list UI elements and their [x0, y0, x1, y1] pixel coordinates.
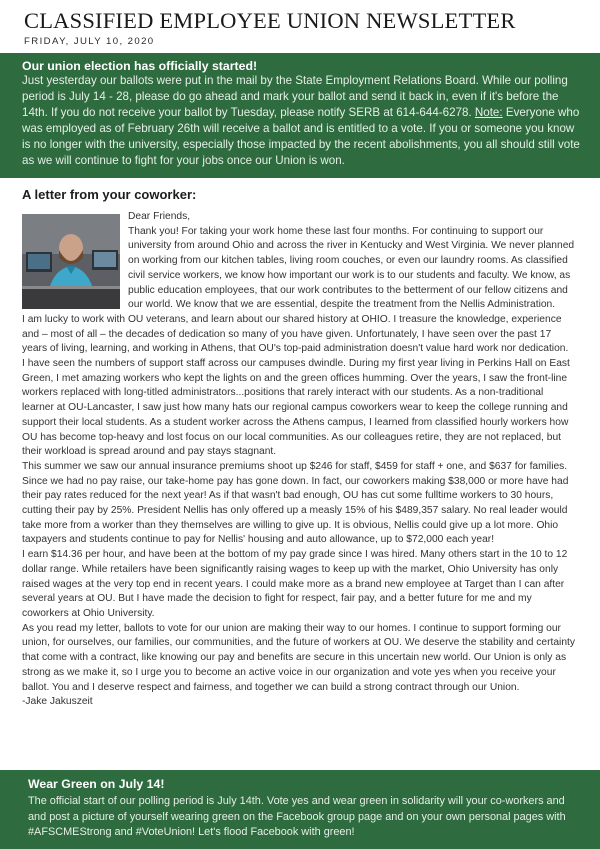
- coworker-letter: [22, 210, 578, 710]
- newsletter-header: [24, 8, 516, 47]
- note-text: Everyone who was employed as of February 26th will receive a ballot and is entitled to a vote. If you or someone you know is no longer with the university, especially those impacted by the recent abolishments, you all should still vote as we will continue to fight for your jobs once our Union is won.: [22, 106, 580, 167]
- letter-paragraph: This summer we saw our annual insurance premiums shoot up $246 for staff, $459 for staff + one, and $637 for families. Since we had no pay raise, our take-home pay has gone down. In fact, our coworkers making $38,000 or more have had their pay rates reduced for the next year! As if that wasn't bad enough, OU has cut some fulltime workers to 30 hours, cutting their pay by 25%. President Nellis has only offered up a measly 15% of his $489,357 salary. No real leader would take more from a worker than they themselves are willing to give up. It is obvious, Nellis could give up a lot more. Ohio taxpayers and students continue to pay for Nellis' housing and auto allowance, up to $72,000 each year!: [22, 460, 569, 546]
- note-label: Note:: [474, 106, 503, 119]
- newsletter-date: FRIDAY, JULY 10, 2020: [24, 36, 155, 47]
- election-announcement-box: [0, 53, 600, 178]
- wear-green-body: The official start of our polling period is July 14th. Vote yes and wear green in solidarity will your co-workers and and post a picture of yourself wearing green on the Facebook group page and on your own personal pages with #AFSCMEStrong and #VoteUnion! Let's flood Facebook with green!: [28, 795, 566, 839]
- letter-heading: A letter from your coworker:: [22, 187, 197, 202]
- election-body: [22, 73, 582, 169]
- letter-paragraph: I earn $14.36 per hour, and have been at the bottom of my pay grade since I was hired. Many others start in the 10 to 12 dollar range. While retailers have been significantly raising wages to keep up with the market, Ohio University has only raised wages at the very top end in recent years. I could make more as a brand new employee at Target than I can after several years at OU. But I have made the decision to fight for respect, fair pay, and a better future for me and my coworkers at Ohio University.: [22, 549, 568, 619]
- letter-paragraph: As you read my letter, ballots to vote for our union are making their way to our homes. I continue to support forming our union, for ourselves, our families, our communities, and the future of workers at OU. We deserve the stability and certainty that come with a contract, like knowing our pay and benefits are secure in this uncertain new world. Our Union is only as strong as we make it, so I urge you to become an active voice in our organization and vote yes when you receive your ballot. You and I deserve respect and fairness, and together we can build a strong contract through our Union.: [22, 622, 575, 693]
- letter-paragraph: I have seen the numbers of support staff across our campuses dwindle. During my first year living in Perkins Hall on East Green, I met amazing workers who kept the lights on and the green offices humming. Over the years, I saw the front-line workers replaced with long-titled administrators...positions that rarely interact with our students. As a non-traditional learner at OU-Lancaster, I saw just how many hats our regional campus coworkers wear to keep the college running and support their local students. As a student worker across the Athens campus, I learned from classified hourly workers how OU has become top-heavy and lost focus on our local communities. As our colleagues retire, they are not replaced, but their workload is spread around and pay stays stagnant.: [22, 358, 570, 458]
- newsletter-title: CLASSIFIED EMPLOYEE UNION NEWSLETTER: [24, 8, 516, 33]
- author-photo-illustration: [22, 214, 120, 309]
- author-photo: [22, 214, 120, 309]
- letter-signature: -Jake Jakuszeit: [22, 696, 93, 708]
- letter-paragraph: I am lucky to work with OU veterans, and learn about our shared history at OHIO. I treasure the knowledge, experience and – most of all – the decades of dedication so many of you have given. Unfortunately, I have seen over the past 17 years of living, learning, and working in Athens, that OU's top-paid administration doesn't value hard work nor dedication.: [22, 313, 569, 355]
- election-body-text: Just yesterday our ballots were put in the mail by the State Employment Relations Board. While our polling period is July 14 - 28, please do go ahead and mark your ballot and send it back in, even if it's before the 14th. If you do not receive your ballot by Tuesday, please notify SERB at 614-644-6278.: [22, 74, 568, 119]
- letter-greeting: Dear Friends,: [128, 211, 191, 222]
- election-title: Our union election has officially started!: [22, 59, 258, 73]
- letter-paragraph: Thank you! For taking your work home these last four months. For continuing to support our university from around Ohio and across the river in Kentucky and West Virginia. We never planned on working from our kitchen tables, living room couches, or even our laundry rooms. As classified civil service workers, we know how important our work is to our students and faculty. We know, as public education employees, that our work contributes to the betterment of our fellow citizens and our world. We know that we are essential, despite the treatment from the Nellis Administration.: [128, 225, 575, 311]
- wear-green-title: Wear Green on July 14!: [28, 777, 165, 791]
- wear-green-box: [0, 770, 600, 849]
